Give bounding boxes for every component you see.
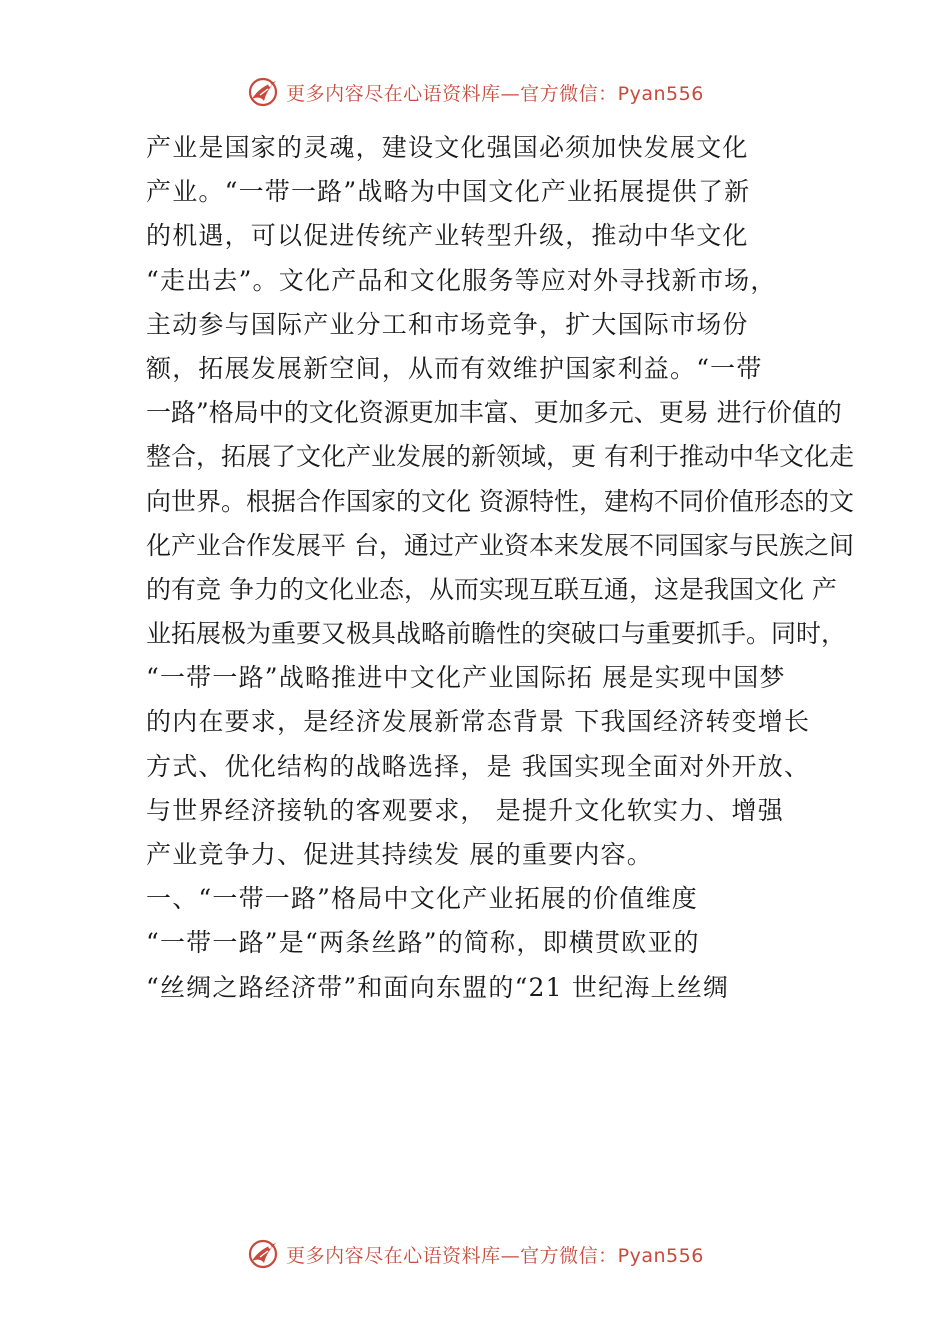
- body-line: 产业。“一带一路”战略为中国文化产业拓展提供了新: [146, 177, 751, 207]
- body-line: 的有竞 争力的文化业态，从而实现互联互通，这是我国文化 产: [146, 574, 837, 604]
- body-line: 向世界。根据合作国家的文化 资源特性，建构不同价值形态的文: [146, 486, 854, 516]
- body-line: 化产业合作发展平 台，通过产业资本来发展不同国家与民族之间: [146, 530, 854, 560]
- body-line: 整合，拓展了文化产业发展的新领域，更 有利于推动中华文化走: [146, 442, 854, 472]
- body-line: “走出去”。文化产品和文化服务等应对外寻找新市场，: [146, 265, 777, 295]
- body-line: 一路”格局中的文化资源更加丰富、更加多元、更易 进行价值的: [146, 398, 842, 428]
- header-banner: [0, 72, 950, 112]
- body-line: 方式、优化结构的战略选择，是 我国实现全面对外开放、: [146, 751, 811, 781]
- section-heading: 一、“一带一路”格局中文化产业拓展的价值维度: [146, 884, 698, 914]
- body-line: “丝绸之路经济带”和面向东盟的“21 世纪海上丝绸: [146, 972, 730, 1002]
- body-line: 业拓展极为重要又极具战略前瞻性的突破口与重要抓手。同时，: [146, 619, 847, 649]
- bird-seal-logo-icon: [246, 75, 280, 109]
- body-line: 的内在要求，是经济发展新常态背景 下我国经济转变增长: [146, 707, 811, 737]
- header-text: 更多内容尽在心语资料库—官方微信：Pyan556: [286, 82, 704, 105]
- body-line: 主动参与国际产业分工和市场竞争，扩大国际市场份: [146, 309, 749, 339]
- body-line: 额，拓展发展新空间，从而有效维护国家利益。“一带: [146, 353, 763, 383]
- header-wechat-handle: Pyan556: [617, 82, 704, 105]
- body-line: “一带一路”战略推进中文化产业国际拓 展是实现中国梦: [146, 663, 786, 693]
- footer-wechat-handle: Pyan556: [617, 1244, 704, 1267]
- footer-banner: [0, 1234, 950, 1274]
- footer-text: 更多内容尽在心语资料库—官方微信：Pyan556: [286, 1244, 704, 1267]
- document-body: [146, 126, 854, 1010]
- body-line: “一带一路”是“两条丝路”的简称，即横贯欧亚的: [146, 928, 700, 958]
- body-line: 产业是国家的灵魂，建设文化强国必须加快发展文化: [146, 133, 749, 162]
- body-line: 产业竞争力、促进其持续发 展的重要内容。: [146, 840, 653, 869]
- body-line: 的机遇，可以促进传统产业转型升级，推动中华文化: [146, 221, 749, 251]
- body-line: 与世界经济接轨的客观要求， 是提升文化软实力、增强: [146, 795, 784, 825]
- bird-seal-logo-icon: [246, 1237, 280, 1271]
